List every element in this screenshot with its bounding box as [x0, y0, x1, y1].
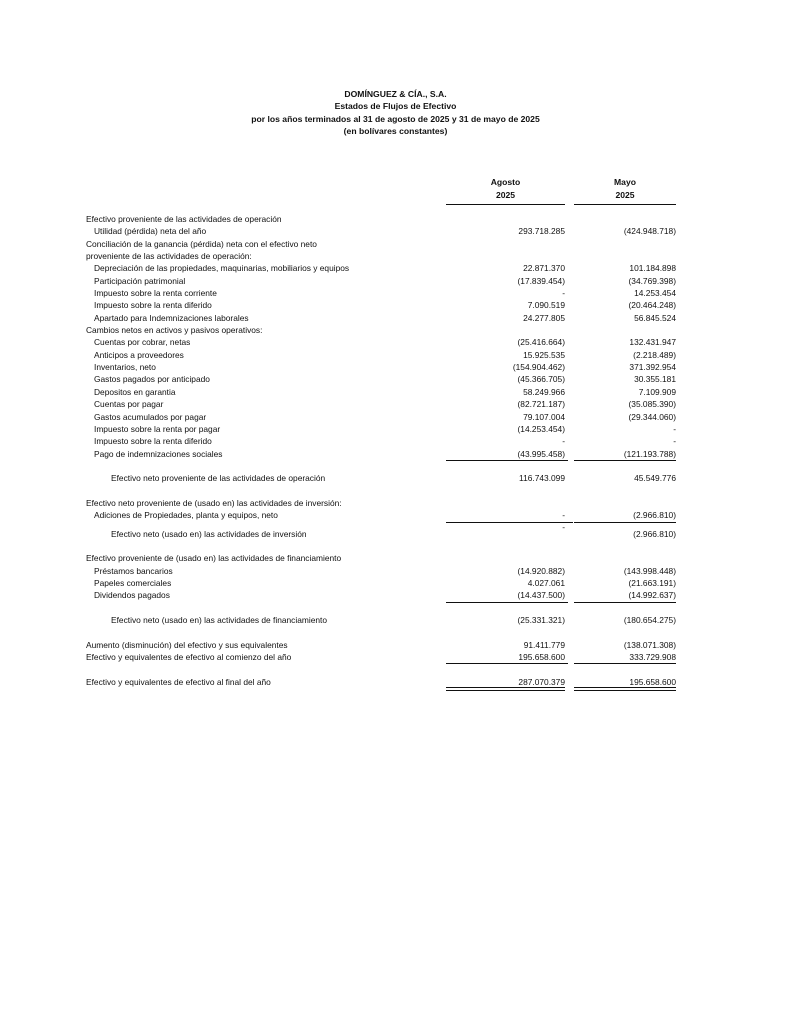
- value-agosto: -: [446, 509, 570, 521]
- column-label: Agosto: [490, 177, 521, 187]
- value-mayo: 45.549.776: [634, 473, 676, 484]
- row-label: Efectivo proveniente de las actividades de operación: [86, 214, 282, 224]
- table-row: [86, 312, 686, 324]
- row-label: Cuentas por pagar: [94, 399, 164, 410]
- table-row: [86, 373, 686, 385]
- value-agosto: 22.871.370: [523, 263, 565, 274]
- company-name: DOMÍNGUEZ & CÍA., S.A.: [344, 89, 447, 99]
- row-label: proveniente de las actividades de operación:: [86, 251, 252, 262]
- value-agosto: 195.658.600: [446, 651, 565, 663]
- row-label: Papeles comerciales: [94, 577, 172, 588]
- spacer: [86, 626, 686, 638]
- table-row: [86, 577, 686, 589]
- cash-flow-table: [86, 213, 686, 688]
- value-agosto: 287.070.379: [446, 676, 565, 688]
- spacer: [86, 663, 686, 675]
- row-label: Conciliación de la ganancia (pérdida) neta con el efectivo neto: [86, 238, 317, 249]
- value-mayo: (34.769.398): [628, 275, 676, 286]
- value-agosto: 116.743.099: [519, 473, 565, 484]
- value-mayo: 14.253.454: [634, 288, 676, 299]
- value-mayo: 7.109.909: [638, 386, 676, 397]
- value-agosto: (43.995.458): [446, 448, 565, 460]
- row-label: Efectivo neto (usado en) las actividades de inversión: [111, 528, 307, 539]
- row-label: Impuesto sobre la renta diferido: [94, 300, 212, 311]
- value-agosto: (25.416.664): [517, 337, 565, 348]
- value-agosto: -: [562, 521, 565, 532]
- row-label: Préstamos bancarios: [94, 565, 173, 576]
- table-row: [86, 361, 686, 373]
- row-label: Participación patrimonial: [94, 275, 186, 286]
- statement-period: por los años terminados al 31 de agosto de 2025 y 31 de mayo de 2025: [251, 113, 540, 124]
- value-mayo: (21.663.191): [628, 577, 676, 588]
- value-agosto: -: [562, 288, 565, 299]
- value-mayo: 56.845.524: [634, 312, 676, 323]
- row-label: Efectivo neto proveniente de (usado en) las actividades de inversión:: [86, 497, 342, 508]
- section-heading-reconciliation: [86, 238, 686, 250]
- value-agosto: 58.249.966: [523, 386, 565, 397]
- row-label: Impuesto sobre la renta por pagar: [94, 423, 221, 434]
- value-agosto: 293.718.285: [518, 226, 565, 237]
- table-row: [86, 448, 686, 460]
- table-row: [86, 299, 686, 311]
- row-label: Apartado para Indemnizaciones laborales: [94, 312, 249, 323]
- table-row: [86, 225, 686, 237]
- value-mayo: -: [673, 436, 676, 447]
- row-label: Depositos en garantia: [94, 386, 176, 397]
- statement-units: (en bolívares constantes): [343, 125, 448, 136]
- value-agosto: (82.721.187): [517, 399, 565, 410]
- table-row: [86, 275, 686, 287]
- value-mayo: -: [673, 423, 676, 434]
- value-mayo: 371.392.954: [629, 362, 676, 373]
- section-heading-reconciliation-cont: [86, 250, 686, 262]
- row-label: Efectivo neto proveniente de las actividades de operación: [111, 473, 326, 484]
- net-change-row: [86, 639, 686, 651]
- table-row: [86, 423, 686, 435]
- value-agosto: (14.437.500): [446, 589, 565, 601]
- statement-title: Estados de Flujos de Efectivo: [334, 101, 457, 112]
- row-label: Aumento (disminución) del efectivo y sus equivalentes: [86, 639, 288, 650]
- value-mayo: (424.948.718): [623, 226, 676, 237]
- table-row: [86, 349, 686, 361]
- table-row: [86, 565, 686, 577]
- value-mayo: 132.431.947: [629, 337, 676, 348]
- spacer: [86, 602, 686, 614]
- row-label: Gastos pagados por anticipado: [94, 374, 210, 385]
- row-label: Inventarios, neto: [94, 362, 156, 373]
- table-row: [86, 435, 686, 447]
- table-row: [86, 398, 686, 410]
- value-mayo: (35.085.390): [628, 399, 676, 410]
- column-underline: [574, 204, 676, 205]
- table-row: [86, 287, 686, 299]
- column-header-mayo: [574, 176, 676, 205]
- value-mayo: (143.998.448): [623, 565, 676, 576]
- row-label: Efectivo proveniente de (usado en) las actividades de financiamiento: [86, 553, 342, 564]
- table-row: [86, 386, 686, 398]
- value-mayo: (2.218.489): [633, 349, 676, 360]
- value-mayo: 333.729.908: [574, 651, 676, 663]
- value-agosto: (14.920.882): [517, 565, 565, 576]
- value-mayo: (29.344.060): [628, 411, 676, 422]
- row-label: Depreciación de las propiedades, maquinarias, mobiliarios y equipos: [94, 263, 350, 274]
- value-agosto: 79.107.004: [523, 411, 565, 422]
- closing-balance-row: [86, 676, 686, 688]
- column-header-agosto: [446, 176, 565, 205]
- row-label: Efectivo y equivalentes de efectivo al final del año: [86, 676, 271, 687]
- subtotal-row-operation: [86, 472, 686, 484]
- value-mayo: 195.658.600: [574, 676, 676, 688]
- opening-balance-row: [86, 651, 686, 663]
- row-label: Cuentas por cobrar, netas: [94, 337, 191, 348]
- row-label: Pago de indemnizaciones sociales: [94, 448, 223, 459]
- row-label: Utilidad (pérdida) neta del año: [94, 226, 207, 237]
- column-year: 2025: [495, 189, 516, 200]
- table-row: [86, 411, 686, 423]
- spacer: [86, 485, 686, 497]
- table-row: [86, 589, 686, 601]
- value-agosto: 7.090.519: [527, 300, 565, 311]
- row-label: Adiciones de Propiedades, planta y equipos, neto: [94, 510, 278, 521]
- row-label: Anticipos a proveedores: [94, 349, 184, 360]
- value-agosto: 4.027.061: [527, 577, 565, 588]
- value-agosto: 15.925.535: [523, 349, 565, 360]
- spacer: [86, 540, 686, 552]
- value-agosto: (45.366.705): [517, 374, 565, 385]
- section-heading-investment: [86, 497, 686, 509]
- value-mayo: (121.193.788): [574, 448, 676, 460]
- spacer: [86, 460, 686, 472]
- row-label: Impuesto sobre la renta corriente: [94, 288, 217, 299]
- row-label: Cambios netos en activos y pasivos operativos:: [86, 325, 263, 336]
- value-agosto: (154.904.462): [512, 362, 565, 373]
- column-label: Mayo: [614, 177, 636, 187]
- value-mayo: (2.966.810): [574, 509, 676, 521]
- value-agosto: (17.839.454): [517, 275, 565, 286]
- subtotal-row-financing: [86, 614, 686, 626]
- table-row: [86, 336, 686, 348]
- subtotal-row-investment: [86, 521, 686, 540]
- statement-header: [0, 88, 791, 137]
- value-mayo: (2.966.810): [633, 528, 676, 539]
- value-mayo: (14.992.637): [574, 589, 676, 601]
- row-label: Gastos acumulados por pagar: [94, 411, 207, 422]
- value-mayo: 101.184.898: [629, 263, 676, 274]
- value-mayo: 30.355.181: [634, 374, 676, 385]
- row-label: Dividendos pagados: [94, 590, 170, 601]
- value-agosto: (25.331.321): [517, 615, 565, 625]
- row-label: Impuesto sobre la renta diferido: [94, 436, 212, 447]
- value-agosto: (14.253.454): [517, 423, 565, 434]
- value-agosto: 91.411.779: [523, 639, 565, 650]
- section-heading-operation: [86, 213, 686, 225]
- value-mayo: (20.464.248): [628, 300, 676, 311]
- column-year: 2025: [615, 189, 635, 200]
- value-mayo: (180.654.275): [623, 615, 676, 625]
- value-agosto: 24.277.805: [523, 312, 565, 323]
- row-label: Efectivo y equivalentes de efectivo al comienzo del año: [86, 652, 292, 663]
- section-heading-financing: [86, 552, 686, 564]
- value-agosto: -: [562, 436, 565, 447]
- column-underline: [446, 204, 565, 205]
- table-row: [86, 509, 686, 521]
- row-label: Efectivo neto (usado en) las actividades de financiamiento: [111, 615, 328, 625]
- table-row: [86, 262, 686, 274]
- section-heading-changes: [86, 324, 686, 336]
- value-mayo: (138.071.308): [623, 639, 676, 650]
